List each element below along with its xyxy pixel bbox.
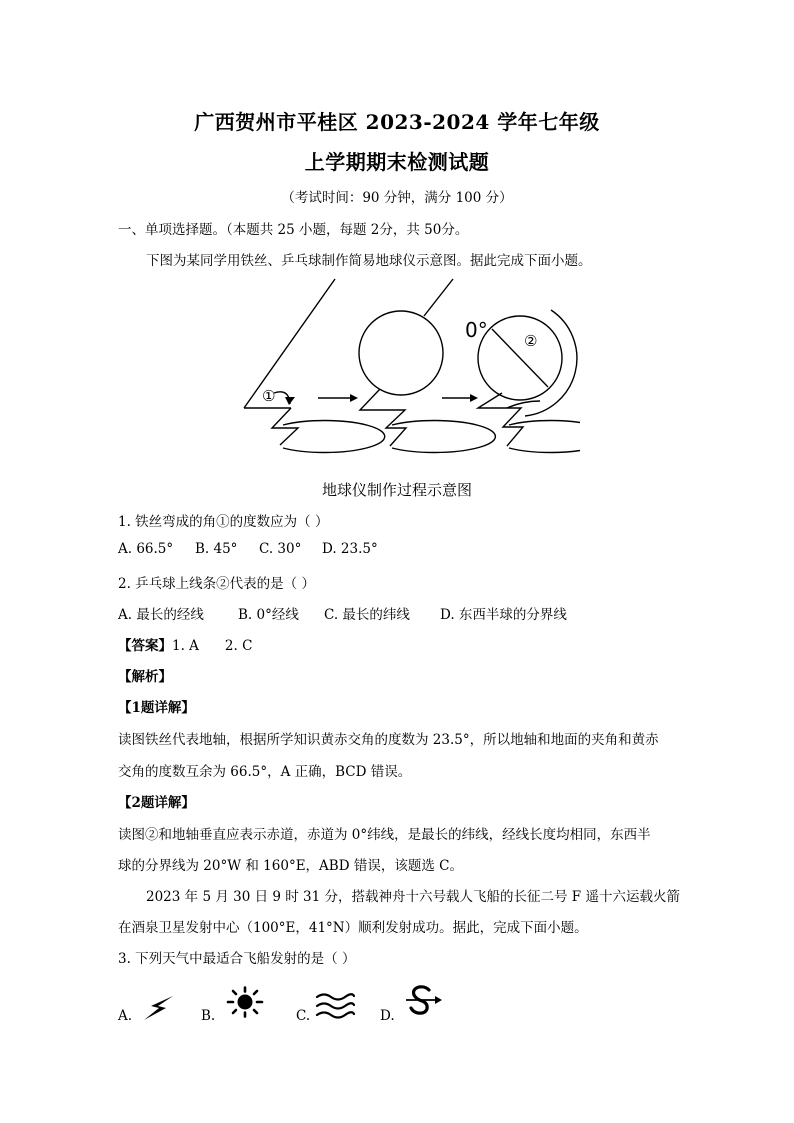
arrowhead-2 <box>470 394 478 402</box>
ring-clip <box>507 401 540 408</box>
detail1-line1: 读图铁丝代表地轴，根据所学知识黄赤交角的度数为 23.5°，所以地轴和地面的夹角和黄赤 <box>118 732 659 748</box>
q2-option-c: C. 最长的纬线 <box>324 607 410 623</box>
label-line-2: ② <box>524 332 538 350</box>
wire-zigzag-3 <box>478 393 523 446</box>
q3-option-d: D. <box>380 1008 395 1024</box>
title-line2: 上学期期末检测试题 <box>304 150 490 174</box>
detail2-line1: 读图②和地轴垂直应表示赤道，赤道为 0°纬线，是最长的纬线，经线长度均相同，东西半 <box>118 827 651 843</box>
globe-making-figure <box>210 270 580 465</box>
wire-zigzag-1 <box>272 408 298 445</box>
stand-ellipse-1 <box>283 421 385 453</box>
q2-option-d: D. 东西半球的分界线 <box>440 607 567 623</box>
stand-ellipse-3 <box>509 421 580 453</box>
q2-stem: 2. 乒乓球上线条②代表的是（ ） <box>118 576 315 592</box>
exam-info: （考试时间：90 分钟，满分 100 分） <box>281 190 513 206</box>
sun-icon <box>224 986 266 1018</box>
q1-option-c: C. 30° <box>259 541 302 557</box>
detail1-line2: 交角的度数互余为 66.5°，A 正确，BCD 错误。 <box>118 764 412 780</box>
stand-ellipse-2 <box>392 421 495 453</box>
answer-row <box>118 634 252 654</box>
ball-2 <box>359 311 443 395</box>
lightning-icon <box>142 995 174 1021</box>
q1-option-b: B. 45° <box>195 541 238 557</box>
wire-axis-2 <box>424 279 453 316</box>
section1-heading: 一、单项选择题。（本题共 25 小题，每题 2分，共 50分。 <box>118 222 469 238</box>
arrowhead-1 <box>350 394 358 402</box>
q1-stem: 1. 铁丝弯成的角①的度数应为（ ） <box>118 514 329 530</box>
detail2-label: 【2题详解】 <box>118 795 195 811</box>
label-zero-degree: 0° <box>465 318 488 342</box>
answer-label: 【答案】 <box>118 638 172 654</box>
analysis-label: 【解析】 <box>118 669 172 685</box>
q2-option-b: B. 0°经线 <box>238 607 299 623</box>
section1-intro: 下图为某同学用铁丝、乒乓球制作简易地球仪示意图。据此完成下面小题。 <box>146 253 592 269</box>
detail1-label: 【1题详解】 <box>118 700 195 716</box>
q2-option-a: A. 最长的经线 <box>118 607 204 623</box>
q3-option-b: B. <box>201 1008 216 1024</box>
q3-stem: 3. 下列天气中最适合飞船发射的是（ ） <box>118 951 356 967</box>
passage2-line2: 在酒泉卫星发射中心（100°E，41°N）顺利发射成功。据此，完成下面小题。 <box>118 920 588 936</box>
wire-zigzag-2 <box>360 389 406 446</box>
meridian-ring <box>525 310 577 416</box>
answer-1: 1. A <box>172 638 199 654</box>
q1-option-d: D. 23.5° <box>322 541 378 557</box>
answer-2: 2. C <box>224 638 253 654</box>
figure1-caption: 地球仪制作过程示意图 <box>321 481 472 499</box>
q1-option-a: A. 66.5° <box>118 541 174 557</box>
title-line1: 广西贺州市平桂区 2023-2024 学年七年级 <box>194 110 600 134</box>
label-angle-1: ① <box>262 387 276 405</box>
sandstorm-icon <box>404 983 444 1019</box>
wire-axis-1 <box>244 279 335 408</box>
line-2 <box>492 329 548 387</box>
haze-icon <box>314 990 356 1022</box>
passage2-line1: 2023 年 5 月 30 日 9 时 31 分，搭载神舟十六号载人飞船的长征二号 F 遥十六运载火箭 <box>146 889 680 905</box>
detail2-line2: 球的分界线为 20°W 和 160°E，ABD 错误，该题选 C。 <box>118 858 463 874</box>
q3-option-a: A. <box>118 1008 133 1024</box>
q3-option-c: C. <box>296 1008 311 1024</box>
